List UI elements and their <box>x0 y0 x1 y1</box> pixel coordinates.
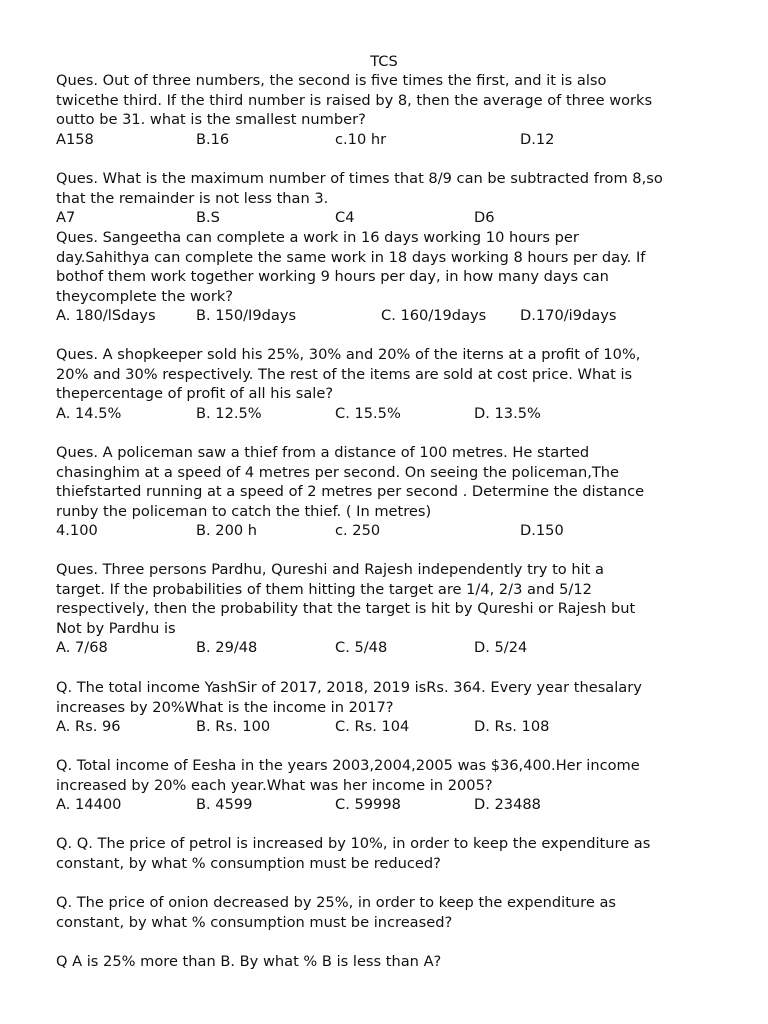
option-b: B. 150/I9days <box>196 307 297 325</box>
question-text-line: respectively, then the probability that the target is hit by Qureshi or Rajesh but <box>56 600 636 618</box>
question-text-line: increased by 20% each year.What was her income in 2005? <box>56 776 493 794</box>
question-block-4 <box>56 345 716 423</box>
question-block-2 <box>56 169 716 228</box>
question-text-line: 20% and 30% respectively. The rest of the items are sold at cost price. What is <box>56 365 633 383</box>
question-text-line: increases by 20%What is the income in 2017? <box>56 698 394 716</box>
question-block-1 <box>56 71 716 149</box>
question-text-line: runby the policeman to catch the thief. ( In metres) <box>56 502 432 520</box>
option-c: c. 250 <box>335 522 381 540</box>
option-d: D. 13.5% <box>474 404 541 422</box>
answer-options <box>56 130 716 150</box>
question-text-line: Ques. Sangeetha can complete a work in 16 days working 10 hours per <box>56 229 579 246</box>
option-a: A7 <box>56 209 76 227</box>
option-d: D6 <box>474 209 495 227</box>
question-text-line: constant, by what % consumption must be increased? <box>56 913 453 931</box>
option-b: B. 200 h <box>196 522 258 540</box>
answer-options <box>56 638 716 658</box>
question-text-line: Q. Q. The price of petrol is increased by 10%, in order to keep the expenditure as <box>56 835 651 852</box>
question-text-line: chasinghim at a speed of 4 metres per second. On seeing the policeman,The <box>56 463 620 481</box>
question-text-line: target. If the probabilities of them hitting the target are 1/4, 2/3 and 5/12 <box>56 580 592 598</box>
option-d: D. Rs. 108 <box>474 718 550 736</box>
question-text-line: Not by Pardhu is <box>56 619 176 637</box>
question-text-line: Ques. Out of three numbers, the second is five times the first, and it is also <box>56 72 607 89</box>
option-c: C. Rs. 104 <box>335 718 410 736</box>
answer-options <box>56 717 716 737</box>
answer-options <box>56 306 716 326</box>
option-c: C. 59998 <box>335 796 401 814</box>
question-text-line: constant, by what % consumption must be reduced? <box>56 854 441 872</box>
question-block-5 <box>56 443 716 541</box>
answer-options <box>56 795 716 815</box>
question-block-6 <box>56 560 716 658</box>
option-d: D.150 <box>520 522 564 540</box>
option-b: B.16 <box>196 130 230 148</box>
option-c: c.10 hr <box>335 130 387 148</box>
answer-options <box>56 404 716 424</box>
question-text-line: Ques. What is the maximum number of times that 8/9 can be subtracted from 8,so <box>56 170 663 187</box>
option-a: A. 14.5% <box>56 404 122 422</box>
question-text-line: Ques. A policeman saw a thief from a distance of 100 metres. He started <box>56 444 590 461</box>
question-block-10 <box>56 893 716 932</box>
question-text-line: theycomplete the work? <box>56 287 234 305</box>
question-block-9 <box>56 834 716 873</box>
option-b: B. 29/48 <box>196 639 258 657</box>
option-c: C. 5/48 <box>335 639 388 657</box>
answer-options <box>56 521 716 541</box>
question-text-line: Q. The total income YashSir of 2017, 2018, 2019 isRs. 364. Every year thesalary <box>56 679 642 696</box>
question-block-11 <box>56 952 716 972</box>
option-b: B. 12.5% <box>196 404 262 422</box>
option-d: D.12 <box>520 130 555 148</box>
question-text-line: Ques. A shopkeeper sold his 25%, 30% and 20% of the iterns at a profit of 10%, <box>56 346 641 363</box>
answer-options <box>56 208 716 228</box>
question-text-line: day.Sahithya can complete the same work in 18 days working 8 hours per day. If <box>56 248 646 266</box>
question-text-line: that the remainder is not less than 3. <box>56 189 329 207</box>
question-text-line: Q. Total income of Eesha in the years 2003,2004,2005 was $36,400.Her income <box>56 757 640 774</box>
option-a: A. Rs. 96 <box>56 718 121 736</box>
option-c: C4 <box>335 209 355 227</box>
option-a: A. 7/68 <box>56 639 108 657</box>
option-a: A. 14400 <box>56 796 122 814</box>
question-block-7 <box>56 678 716 737</box>
question-text-line: thiefstarted running at a speed of 2 metres per second . Determine the distance <box>56 483 645 501</box>
option-c: C. 15.5% <box>335 404 401 422</box>
question-text-line: thepercentage of profit of all his sale? <box>56 385 334 403</box>
option-c: C. 160/19days <box>381 307 487 325</box>
option-d: D. 5/24 <box>474 639 528 657</box>
option-b: B. Rs. 100 <box>196 718 271 736</box>
option-d: D.170/i9days <box>520 307 617 325</box>
question-text-line: bothof them work together working 9 hours per day, in how many days can <box>56 268 609 286</box>
question-text-line: Q A is 25% more than B. By what % B is less than A? <box>56 953 442 970</box>
question-text-line: Ques. Three persons Pardhu, Qureshi and Rajesh independently try to hit a <box>56 561 604 578</box>
option-a: A. 180/lSdays <box>56 307 156 325</box>
question-block-8 <box>56 756 716 815</box>
option-d: D. 23488 <box>474 796 541 814</box>
question-text-line: twicethe third. If the third number is raised by 8, then the average of three works <box>56 91 653 109</box>
option-b: B. 4599 <box>196 796 253 814</box>
question-text-line: outto be 31. what is the smallest number? <box>56 111 366 129</box>
option-a: A158 <box>56 130 94 148</box>
document-title: TCS <box>370 53 398 70</box>
question-block-3 <box>56 228 716 326</box>
option-b: B.S <box>196 209 220 227</box>
question-text-line: Q. The price of onion decreased by 25%, in order to keep the expenditure as <box>56 894 617 911</box>
option-a: 4.100 <box>56 522 98 540</box>
